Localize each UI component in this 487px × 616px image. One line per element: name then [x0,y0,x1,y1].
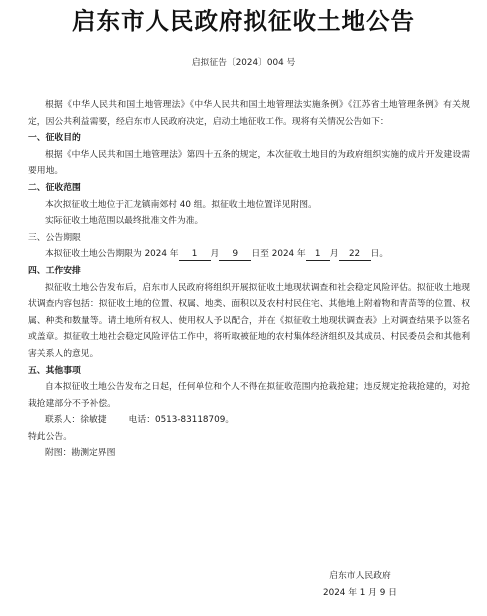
attachment-line: 附图：勘测定界图 [45,448,116,459]
section-scope-text-2: 实际征收土地范围以最终批准文件为准。 [45,216,204,227]
contact-phone: 电话：0513-83118709。 [128,415,235,426]
section-scope-text-1: 本次拟征收土地位于汇龙镇南郊村 40 组。拟征收土地位置详见附图。 [45,199,317,210]
intro-paragraph: 根据《中华人民共和国土地管理法》《中华人民共和国土地管理法实施条例》《江苏省土地管理条例》有关规定，因公共利益需要，经启东市人民政府决定，启动土地征收工作。现将有关情况公告如下： [28,100,470,127]
contact-person: 联系人：徐敏捷 [45,415,107,426]
period-end-month: 1 [306,249,330,261]
closing-line: 特此公告。 [28,431,72,442]
section-purpose-text: 根据《中华人民共和国土地管理法》第四十五条的规定，本次征收土地目的为政府组织实施的成片开发建设需要用地。 [28,149,470,177]
section-other-text: 自本拟征收土地公告发布之日起，任何单位和个人不得在拟征收范围内抢栽抢建；违反规定抢栽抢建的，对抢栽抢建部分不予补偿。 [28,382,470,409]
issue-date: 2024 年 1 月 9 日 [323,588,397,598]
section-period-heading: 三、公告期限 [28,232,81,243]
period-end-month-unit: 月 [329,249,339,260]
document-number: 启拟征告〔2024〕004 号 [191,58,296,68]
section-work-text: 拟征收土地公告发布后，启东市人民政府将组织开展拟征收土地现状调查和社会稳定风险评估。拟征收土地现状调查内容包括：拟征收土地的位置、权属、地类、面积以及农村村民住宅、其他地上附着物和青苗等的位置、权属、种类和数量等。请土地所有权人、使用权人予以配合，并在《拟征收土地现状调查表》上对调查结果予以签名或盖章。拟征收土地社会稳定风险评估工作中，将听取被征地的农村集体经济组织及其成员、村民委员会和其他利害关系人的意见。 [28,282,470,359]
section-scope-heading: 二、征收范围 [28,182,81,193]
period-end-day-unit: 日。 [370,249,389,260]
notice-body [28,97,470,462]
period-end-day: 22 [339,249,371,261]
period-start-day: 9 [219,249,251,261]
notice-title: 启东市人民政府拟征收土地公告 [72,7,415,35]
signature-block [300,568,420,602]
period-prefix: 本拟征收土地公告期限为 2024 年 [45,249,179,260]
period-start-month: 1 [179,249,211,261]
issuer-name: 启东市人民政府 [329,571,391,581]
section-purpose-heading: 一、征收目的 [28,133,81,144]
section-other-heading: 五、其他事项 [28,365,81,376]
section-work-heading: 四、工作安排 [28,265,81,276]
period-start-day-unit: 日至 2024 年 [251,249,306,260]
section-period-text [28,246,470,263]
contact-line [28,412,470,429]
period-start-month-unit: 月 [210,249,220,260]
